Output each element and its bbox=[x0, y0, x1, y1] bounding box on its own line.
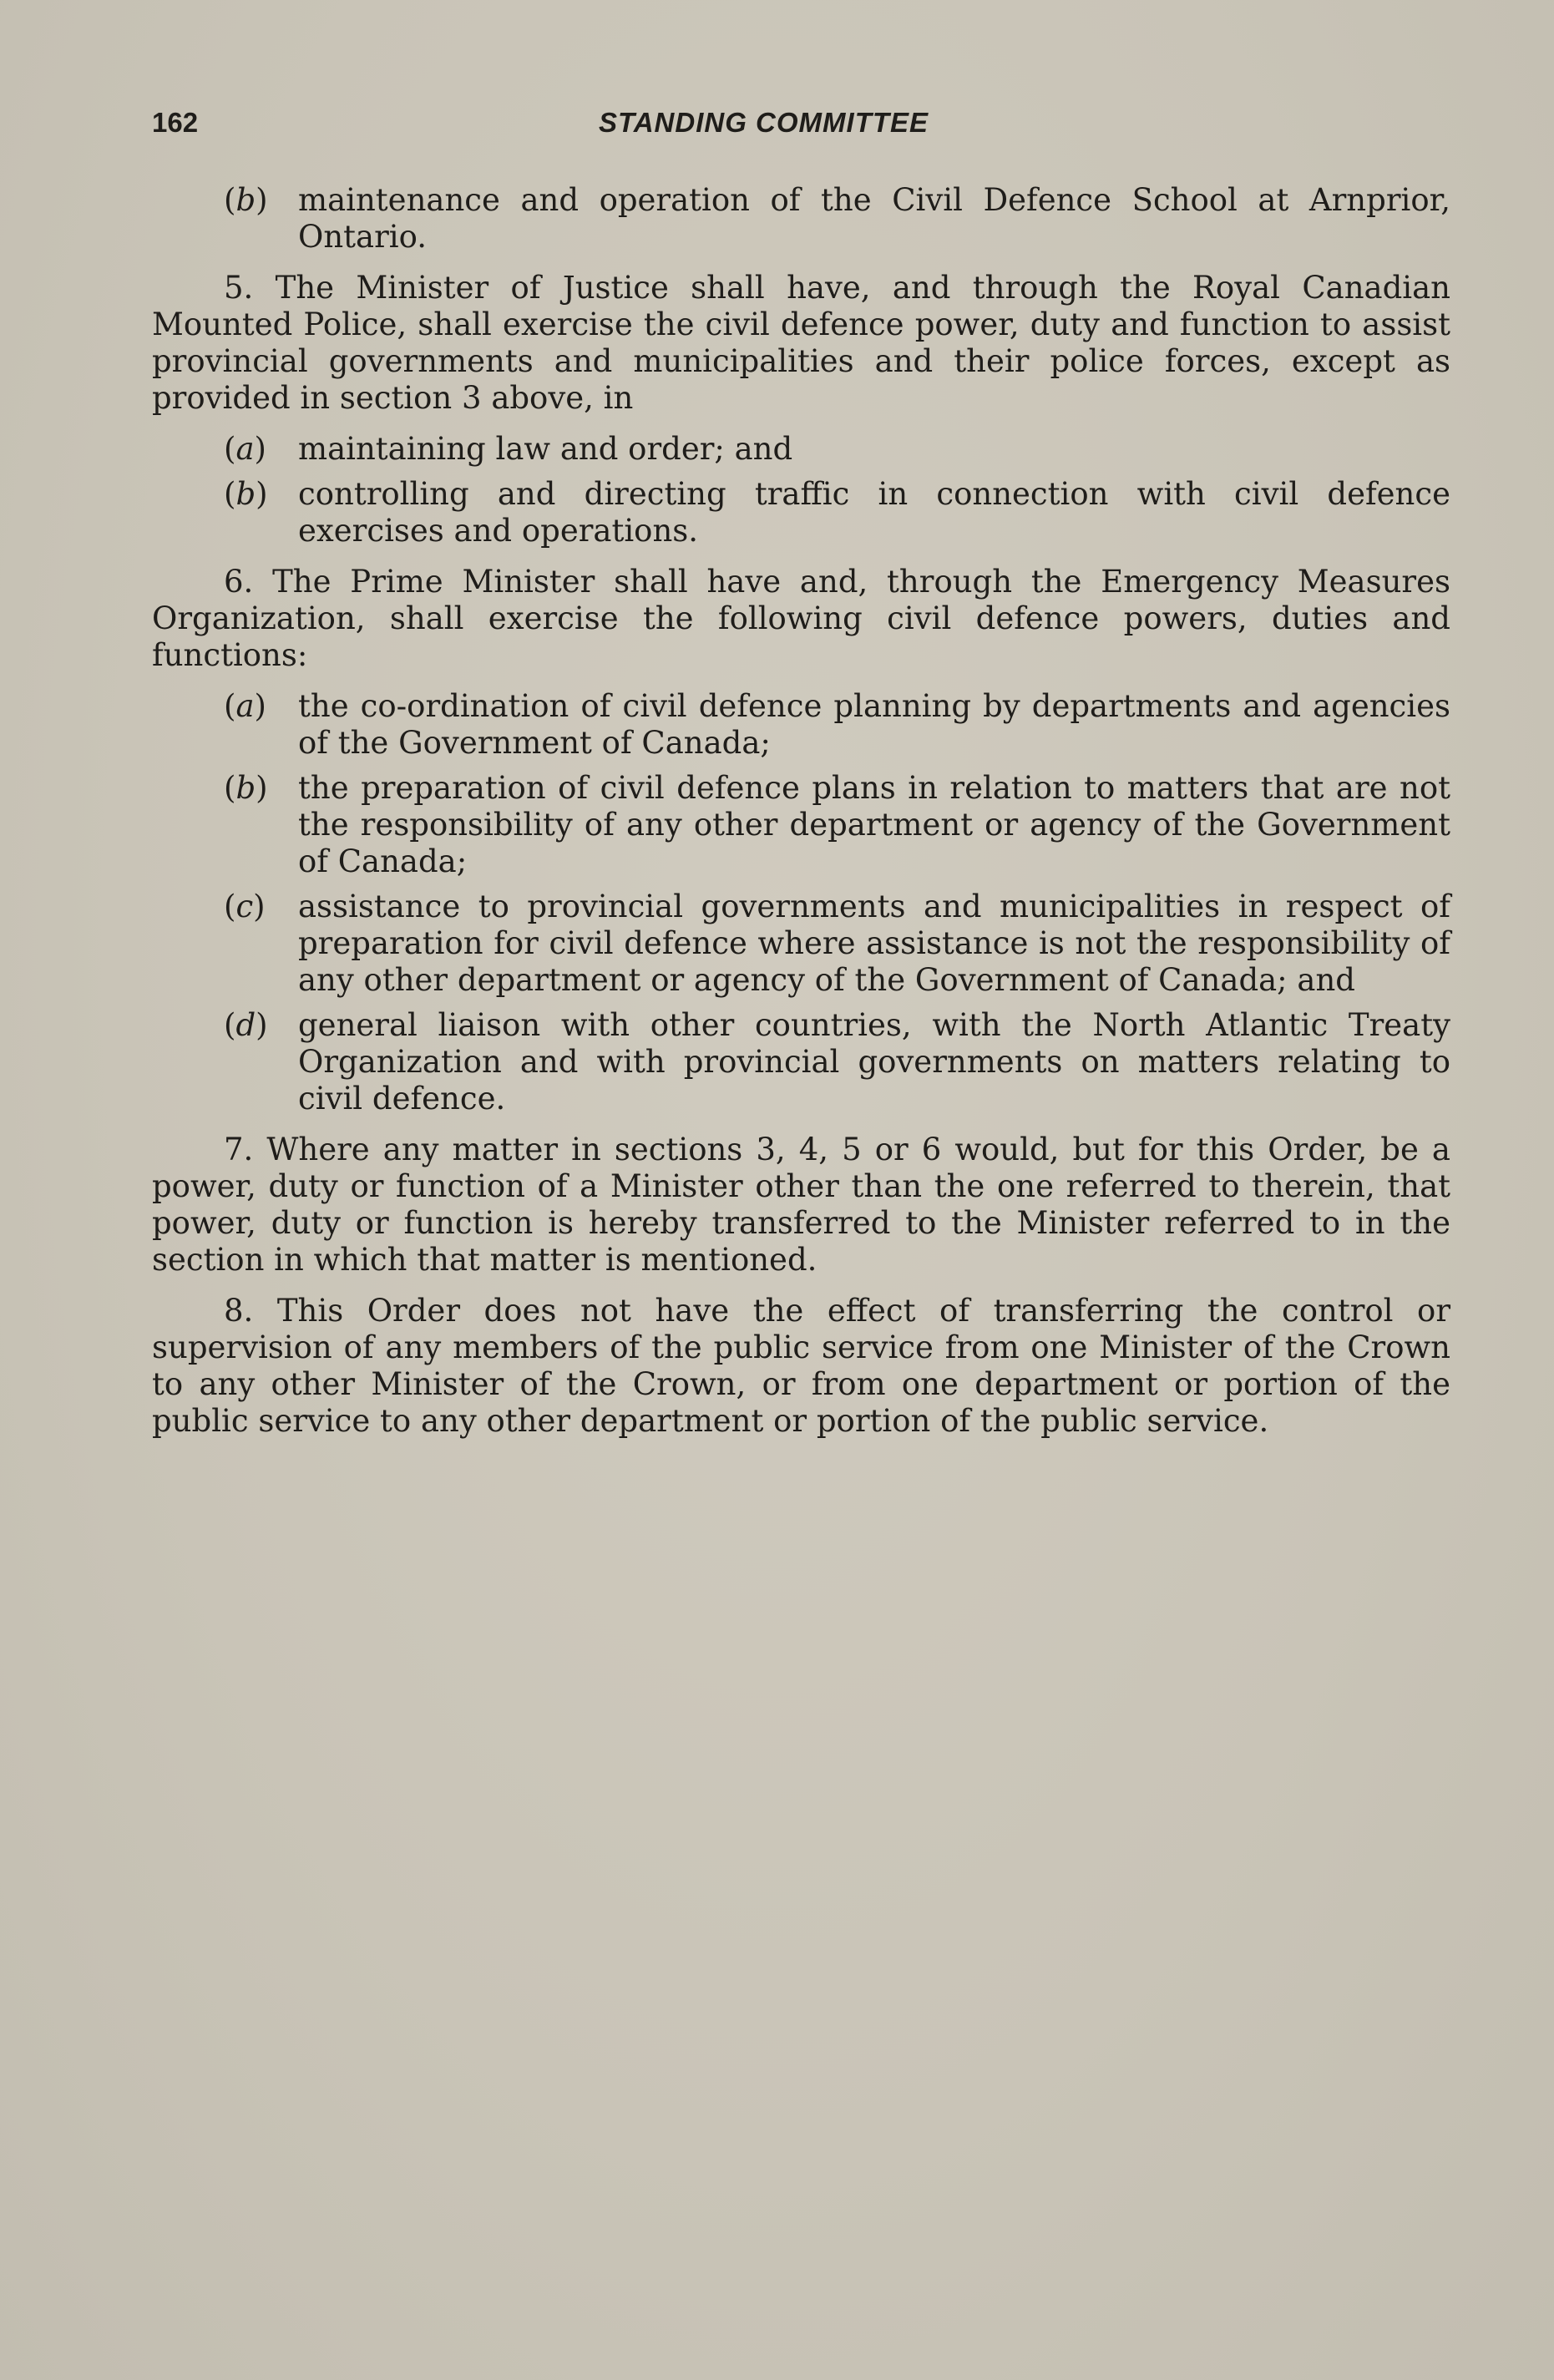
document-body bbox=[152, 182, 1450, 1454]
clause-b-intro bbox=[152, 182, 1450, 256]
clause-label: (d) bbox=[224, 1007, 268, 1043]
clause-text: controlling and directing traffic in connection with civil defence exercises and operations. bbox=[298, 476, 1450, 549]
clause-text: the preparation of civil defence plans in relation to matters that are not the responsibility of any other department or agency of the Government of Canada; bbox=[298, 770, 1450, 879]
clause-text: maintenance and operation of the Civil Defence School at Arnprior, Ontario. bbox=[298, 182, 1450, 255]
section-7-paragraph: 7. Where any matter in sections 3, 4, 5 or 6 would, but for this Order, be a power, duty or function of a Minister other than the one referred to therein, that power, duty or function is hereby transferred to the Minister referred to in the section in which that matter is mentioned. bbox=[152, 1132, 1450, 1278]
section-5-clause-b bbox=[152, 476, 1450, 549]
section-5-paragraph: 5. The Minister of Justice shall have, and through the Royal Canadian Mounted Police, shall exercise the civil defence power, duty and function to assist provincial governments and municipalities and their police forces, except as provided in section 3 above, in bbox=[152, 270, 1450, 416]
clause-label: (b) bbox=[224, 476, 268, 512]
clause-label: (b) bbox=[224, 182, 268, 218]
section-6-clause-d bbox=[152, 1007, 1450, 1117]
clause-label: (a) bbox=[224, 431, 266, 467]
clause-text: the co-ordination of civil defence planning by departments and agencies of the Government of Canada; bbox=[298, 688, 1450, 761]
page-number: 162 bbox=[152, 107, 199, 138]
section-6-paragraph: 6. The Prime Minister shall have and, through the Emergency Measures Organization, shall exercise the following civil defence powers, duties and functions: bbox=[152, 564, 1450, 673]
section-6-clause-c bbox=[152, 889, 1450, 999]
clause-text: general liaison with other countries, with the North Atlantic Treaty Organization and with provincial governments on matters relating to civil defence. bbox=[298, 1007, 1450, 1117]
section-6-clause-b bbox=[152, 770, 1450, 880]
running-title: STANDING COMMITTEE bbox=[599, 107, 929, 138]
clause-label: (c) bbox=[224, 889, 266, 924]
clause-text: assistance to provincial governments and municipalities in respect of preparation for civil defence where assistance is not the responsibility of any other department or agency of the Government of Canada; and bbox=[298, 889, 1450, 998]
page-header bbox=[152, 107, 1450, 149]
clause-text: maintaining law and order; and bbox=[298, 431, 793, 467]
clause-label: (b) bbox=[224, 770, 268, 806]
section-6-clause-a bbox=[152, 688, 1450, 762]
section-5-clause-a bbox=[152, 431, 1450, 468]
clause-label: (a) bbox=[224, 688, 266, 724]
section-8-paragraph: 8. This Order does not have the effect of transferring the control or supervision of any members of the public service from one Minister of the Crown to any other Minister of the Crown, or from one department or portion of the public service to any other department or portion of the public service. bbox=[152, 1293, 1450, 1439]
